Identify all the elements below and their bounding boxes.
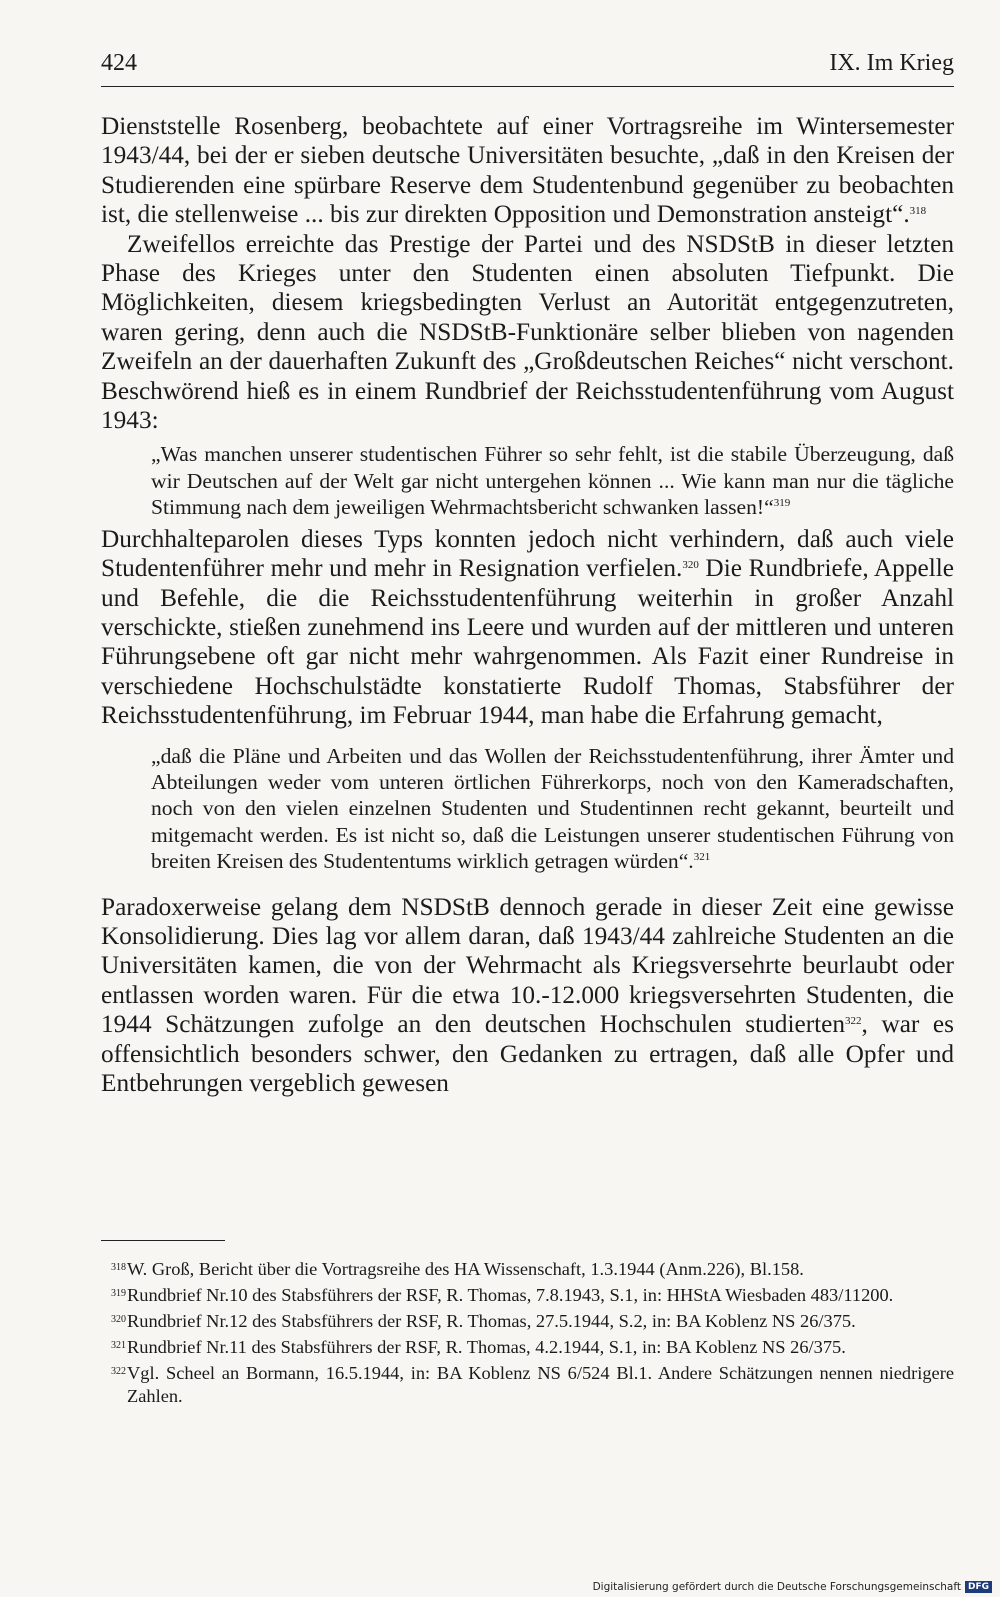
footnote-ref-321[interactable]: 321 xyxy=(693,851,711,864)
body-text xyxy=(101,112,954,1098)
footnote-ref-319[interactable]: 319 xyxy=(773,497,791,510)
footnote-number: 318 xyxy=(111,1262,126,1273)
block-quote-1 xyxy=(151,441,954,520)
quote-text: „daß die Pläne und Arbeiten und das Wollen der Reichsstudentenführung, ihrer Ämter und Abteilungen weder vom unteren örtlichen Führerkorps, noch von den Kameradschaften, noch von den vielen einzelnen Studenten und Studentinnen recht gekannt, beurteilt und mitgemacht werden. Es ist nicht so, daß die Leistungen unserer studentischen Führung von breiten Kreisen des Studententums wirklich getragen würden“. xyxy=(151,743,954,874)
footnote-number: 322 xyxy=(111,1366,126,1377)
footnote-text: Vgl. Scheel an Bormann, 16.5.1944, in: BA Koblenz NS 6/524 Bl.1. Andere Schätzungen nennen niedrigere Zahlen. xyxy=(127,1363,954,1406)
paragraph-1 xyxy=(101,112,954,230)
footnotes xyxy=(101,1258,954,1411)
footnote-320 xyxy=(101,1310,954,1333)
quote-text: „Was manchen unserer studentischen Führer so sehr fehlt, ist die stabile Überzeugung, daß wir Deutschen auf der Welt gar nicht untergehen können ... Wie kann man nur die tägliche Stimmung nach dem jeweiligen Wehrmachtsbericht schwanken lassen!“ xyxy=(151,442,954,520)
paragraph-text: Durchhalteparolen dieses Typs konnten jedoch nicht verhindern, daß auch viele Studentenführer mehr und mehr in Resignation verfielen. xyxy=(101,524,954,583)
footnote-ref-318[interactable]: 318 xyxy=(909,205,927,218)
footnote-text: Rundbrief Nr.10 des Stabsführers der RSF, R. Thomas, 7.8.1943, S.1, in: HHStA Wiesbaden 483/11200. xyxy=(127,1285,894,1305)
paragraph-text: Die Rundbriefe, Appelle und Befehle, die die Reichsstudentenführung weiterhin in großer Anzahl verschickte, stießen zunehmend ins Leere und wurden auf der mittleren und unteren Führungsebene oft gar nicht mehr wahrgenommen. Als Fazit einer Rundreise in verschiedene Hochschulstädte konstatierte Rudolf Thomas, Stabsführer der Reichsstudentenführung, im Februar 1944, man habe die Erfahrung gemacht, xyxy=(101,554,954,730)
footnote-ref-322[interactable]: 322 xyxy=(845,1015,862,1028)
footnote-number: 319 xyxy=(111,1288,126,1299)
footnote-318 xyxy=(101,1258,954,1281)
dfg-watermark xyxy=(593,1581,992,1593)
footnote-text: Rundbrief Nr.12 des Stabsführers der RSF, R. Thomas, 27.5.1944, S.2, in: BA Koblenz NS 26/375. xyxy=(127,1311,856,1331)
footnote-number: 321 xyxy=(111,1340,126,1351)
block-quote-2 xyxy=(151,743,954,875)
page-header xyxy=(101,46,954,87)
running-head: IX. Im Krieg xyxy=(829,50,954,76)
watermark-text: Digitalisierung gefördert durch die Deutsche Forschungsgemeinschaft xyxy=(592,1581,961,1593)
footnote-divider xyxy=(101,1240,225,1241)
paragraph-text: Paradoxerweise gelang dem NSDStB dennoch gerade in dieser Zeit eine gewisse Konsolidierung. Dies lag vor allem daran, daß 1943/44 zahlreiche Studenten an die Universitäten kamen, die von der Wehrmacht als Kriegsversehrte beurlaubt oder entlassen worden waren. Für die etwa 10.-12.000 kriegsversehrten Studenten, die 1944 Schätzungen zufolge an den deutschen Hochschulen studierten xyxy=(101,892,954,1039)
footnote-ref-320[interactable]: 320 xyxy=(682,559,699,572)
dfg-logo-icon: DFG xyxy=(965,1581,992,1593)
footnote-321 xyxy=(101,1336,954,1359)
footnote-319 xyxy=(101,1284,954,1307)
footnote-text: W. Groß, Bericht über die Vortragsreihe des HA Wissenschaft, 1.3.1944 (Anm.226), Bl.158. xyxy=(127,1259,804,1279)
paragraph-text: , war es offensichtlich besonders schwer, den Gedanken zu ertragen, daß alle Opfer und Entbehrungen vergeblich gewesen xyxy=(101,1010,954,1097)
page-number: 424 xyxy=(101,50,137,76)
footnote-text: Rundbrief Nr.11 des Stabsführers der RSF, R. Thomas, 4.2.1944, S.1, in: BA Koblenz NS 26/375. xyxy=(127,1337,846,1357)
paragraph-2: Zweifellos erreichte das Prestige der Partei und des NSDStB in dieser letzten Phase des Krieges unter den Studenten einen absoluten Tiefpunkt. Die Möglichkeiten, diesem kriegsbedingten Verlust an Autorität entgegenzutreten, waren gering, denn auch die NSDStB-Funktionäre selber blieben von nagenden Zweifeln an der dauerhaften Zukunft des „Großdeutschen Reiches“ nicht verschont. Beschwörend hieß es in einem Rundbrief der Reichsstudentenführung vom August 1943: xyxy=(101,229,954,435)
paragraph-text: Dienststelle Rosenberg, beobachtete auf einer Vortragsreihe im Wintersemester 1943/44, bei der er sieben deutsche Universitäten besuchte, „daß in den Kreisen der Studierenden eine spürbare Reserve dem Studentenbund gegenüber zu beobachten ist, die stellenweise ... bis zur direkten Opposition und Demonstration ansteigt“. xyxy=(101,112,954,229)
footnote-322 xyxy=(101,1362,954,1408)
paragraph-4 xyxy=(101,893,954,1099)
footnote-number: 320 xyxy=(111,1314,126,1325)
paragraph-3 xyxy=(101,525,954,731)
